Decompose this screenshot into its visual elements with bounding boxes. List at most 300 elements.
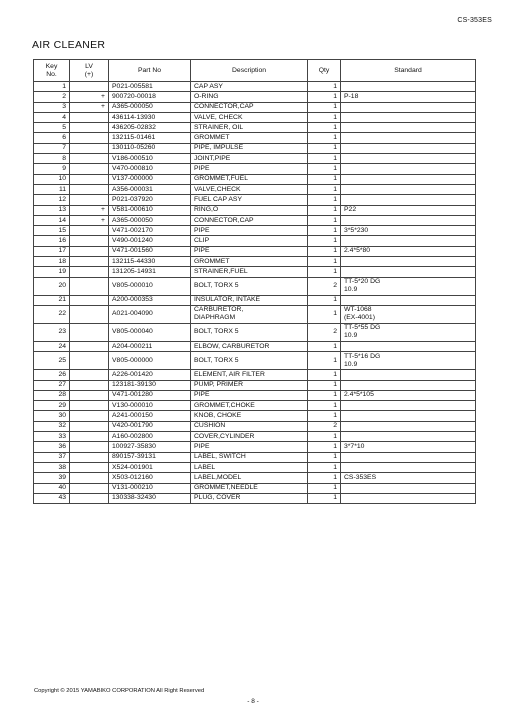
key-no-cell: 36 [34, 442, 70, 452]
key-no-cell: 3 [34, 102, 70, 112]
part-no-cell: 436205-02832 [109, 123, 191, 133]
table-row [34, 462, 476, 472]
part-no-cell: 900720-00018 [109, 92, 191, 102]
qty-cell: 1 [308, 380, 341, 390]
standard-cell [341, 174, 476, 184]
standard-cell [341, 143, 476, 153]
qty-cell: 1 [308, 295, 341, 305]
lv-cell [70, 236, 109, 246]
part-no-cell: A160-002800 [109, 432, 191, 442]
description-cell [191, 123, 308, 133]
standard-cell [341, 370, 476, 380]
qty-cell: 1 [308, 305, 341, 323]
table-row [34, 432, 476, 442]
key-no-cell: 13 [34, 205, 70, 215]
description-cell [191, 133, 308, 143]
table-header-row [34, 60, 476, 82]
table-row [34, 174, 476, 184]
description-cell [191, 257, 308, 267]
description-line: PIPE [194, 226, 210, 234]
part-no-cell: 132115-44330 [109, 257, 191, 267]
key-no-cell: 22 [34, 305, 70, 323]
part-no-cell: 100927-35830 [109, 442, 191, 452]
qty-cell: 1 [308, 452, 341, 462]
standard-cell [341, 483, 476, 493]
qty-cell: 1 [308, 442, 341, 452]
description-cell [191, 184, 308, 194]
col-header-qty: Qty [308, 60, 341, 82]
qty-cell: 2 [308, 277, 341, 295]
description-line: BOLT, TORX 5 [194, 328, 239, 336]
table-row [34, 257, 476, 267]
description-cell [191, 432, 308, 442]
description-line: GROMMET [194, 134, 230, 142]
table-row [34, 236, 476, 246]
qty-cell: 1 [308, 411, 341, 421]
qty-cell: 1 [308, 390, 341, 400]
part-no-cell: A365-000050 [109, 215, 191, 225]
description-cell [191, 483, 308, 493]
description-line: VALVE,CHECK [194, 185, 241, 193]
lv-cell [70, 133, 109, 143]
description-line: STRAINER, OIL [194, 123, 244, 131]
description-line: BOLT, TORX 5 [194, 356, 239, 364]
qty-cell: 1 [308, 143, 341, 153]
standard-cell [341, 277, 476, 295]
description-line: STRAINER,FUEL [194, 267, 248, 275]
standard-cell [341, 473, 476, 483]
standard-cell [341, 246, 476, 256]
description-cell [191, 174, 308, 184]
qty-cell: 1 [308, 483, 341, 493]
key-no-cell: 10 [34, 174, 70, 184]
part-no-cell: V420-001790 [109, 421, 191, 431]
qty-cell: 2 [308, 323, 341, 341]
key-no-cell: 15 [34, 226, 70, 236]
part-no-cell: V490-001240 [109, 236, 191, 246]
description-cell [191, 442, 308, 452]
standard-line: TT-5*20 DG [344, 278, 381, 286]
lv-cell [70, 421, 109, 431]
table-row [34, 380, 476, 390]
key-no-cell: 17 [34, 246, 70, 256]
lv-cell: + [70, 215, 109, 225]
description-cell [191, 493, 308, 503]
part-no-cell: V805-000000 [109, 352, 191, 370]
part-no-cell: V581-000610 [109, 205, 191, 215]
key-no-cell: 4 [34, 112, 70, 122]
description-cell [191, 143, 308, 153]
standard-cell [341, 267, 476, 277]
key-no-cell: 39 [34, 473, 70, 483]
table-row [34, 305, 476, 323]
table-row [34, 295, 476, 305]
part-no-cell: V137-000000 [109, 174, 191, 184]
key-no-cell: 1 [34, 82, 70, 92]
lv-cell: + [70, 205, 109, 215]
part-no-cell: A200-000353 [109, 295, 191, 305]
qty-cell: 1 [308, 92, 341, 102]
qty-cell: 1 [308, 401, 341, 411]
description-line: BOLT, TORX 5 [194, 282, 239, 290]
standard-cell [341, 257, 476, 267]
qty-cell: 1 [308, 215, 341, 225]
parts-table [33, 59, 476, 504]
key-no-cell: 5 [34, 123, 70, 133]
standard-cell [341, 295, 476, 305]
part-no-cell: P021-005581 [109, 82, 191, 92]
table-row [34, 323, 476, 341]
description-cell [191, 164, 308, 174]
table-row [34, 123, 476, 133]
table-row [34, 154, 476, 164]
table-row [34, 493, 476, 503]
description-cell [191, 102, 308, 112]
key-no-cell: 8 [34, 154, 70, 164]
part-no-cell: 436114-13930 [109, 112, 191, 122]
key-no-cell: 21 [34, 295, 70, 305]
qty-cell: 1 [308, 102, 341, 112]
lv-cell [70, 226, 109, 236]
description-line: RING,O [194, 206, 219, 214]
qty-cell: 1 [308, 184, 341, 194]
standard-line: WT-1068 [344, 306, 372, 314]
description-line: PIPE [194, 247, 210, 255]
standard-cell [341, 462, 476, 472]
key-no-cell: 27 [34, 380, 70, 390]
key-no-cell: 23 [34, 323, 70, 341]
key-no-cell: 32 [34, 421, 70, 431]
description-cell [191, 462, 308, 472]
table-row [34, 92, 476, 102]
description-cell [191, 323, 308, 341]
description-cell [191, 205, 308, 215]
col-header-part-no: Part No [109, 60, 191, 82]
part-no-cell: A204-000211 [109, 341, 191, 351]
col-header-key [34, 60, 70, 82]
standard-cell [341, 452, 476, 462]
part-no-cell: V471-001560 [109, 246, 191, 256]
description-cell [191, 473, 308, 483]
table-row [34, 133, 476, 143]
description-cell [191, 236, 308, 246]
table-row [34, 246, 476, 256]
description-line: PIPE [194, 391, 210, 399]
lv-cell [70, 473, 109, 483]
table-row [34, 277, 476, 295]
lv-cell [70, 401, 109, 411]
qty-cell: 1 [308, 133, 341, 143]
table-row [34, 370, 476, 380]
standard-line: TT-5*55 DG [344, 324, 381, 332]
description-line: GROMMET,NEEDLE [194, 484, 258, 492]
lv-cell [70, 82, 109, 92]
table-row [34, 411, 476, 421]
key-no-cell: 43 [34, 493, 70, 503]
part-no-cell: V471-002170 [109, 226, 191, 236]
description-cell [191, 82, 308, 92]
description-line: ELBOW, CARBURETOR [194, 342, 270, 350]
description-line: CONNECTOR,CAP [194, 216, 254, 224]
standard-line: CS-353ES [344, 473, 377, 481]
parts-table-body [34, 82, 476, 504]
table-row [34, 184, 476, 194]
part-no-cell: 132115-01461 [109, 133, 191, 143]
description-line: GROMMET,CHOKE [194, 401, 255, 409]
standard-cell [341, 112, 476, 122]
lv-cell [70, 123, 109, 133]
part-no-cell: X524-001901 [109, 462, 191, 472]
lv-cell [70, 305, 109, 323]
qty-cell: 1 [308, 236, 341, 246]
description-cell [191, 305, 308, 323]
key-no-cell: 24 [34, 341, 70, 351]
description-line: PIPE [194, 442, 210, 450]
description-cell [191, 370, 308, 380]
standard-line: (EX-4001) [344, 314, 375, 322]
lv-cell [70, 267, 109, 277]
standard-line: TT-5*16 DG [344, 352, 381, 360]
key-no-cell: 33 [34, 432, 70, 442]
table-row [34, 267, 476, 277]
standard-cell [341, 421, 476, 431]
table-row [34, 401, 476, 411]
key-no-cell: 26 [34, 370, 70, 380]
copyright-footer: Copyright © 2015 YAMABIKO CORPORATION All Right Reserved [34, 688, 205, 694]
part-no-cell: V470-000810 [109, 164, 191, 174]
standard-line: 3*7*10 [344, 442, 365, 450]
standard-cell [341, 226, 476, 236]
lv-cell [70, 295, 109, 305]
description-cell [191, 277, 308, 295]
lv-cell [70, 184, 109, 194]
standard-cell [341, 305, 476, 323]
description-line: LABEL, SWITCH [194, 453, 246, 461]
key-no-cell: 18 [34, 257, 70, 267]
standard-cell [341, 184, 476, 194]
description-line: ELEMENT, AIR FILTER [194, 370, 265, 378]
description-line: CLIP [194, 237, 210, 245]
lv-cell [70, 164, 109, 174]
lv-cell [70, 195, 109, 205]
description-line: LABEL,MODEL [194, 473, 242, 481]
description-cell [191, 401, 308, 411]
key-no-cell: 16 [34, 236, 70, 246]
part-no-cell: V130-000010 [109, 401, 191, 411]
description-line: GROMMET [194, 257, 230, 265]
key-no-cell: 38 [34, 462, 70, 472]
standard-line: 2.4*5*80 [344, 247, 371, 255]
table-row [34, 112, 476, 122]
standard-line: 10.9 [344, 360, 358, 368]
standard-cell [341, 390, 476, 400]
standard-cell [341, 380, 476, 390]
description-line: LABEL [194, 463, 216, 471]
standard-cell [341, 123, 476, 133]
lv-cell [70, 341, 109, 351]
description-line: PLUG, COVER [194, 494, 241, 502]
key-no-cell: 14 [34, 215, 70, 225]
page-number: - 8 - [247, 698, 259, 705]
qty-cell: 1 [308, 257, 341, 267]
qty-cell: 1 [308, 112, 341, 122]
part-no-cell: P021-037920 [109, 195, 191, 205]
qty-cell: 1 [308, 205, 341, 215]
qty-cell: 1 [308, 123, 341, 133]
description-line: PIPE [194, 165, 210, 173]
description-cell [191, 267, 308, 277]
lv-cell [70, 432, 109, 442]
qty-cell: 1 [308, 473, 341, 483]
part-no-cell: V805-000040 [109, 323, 191, 341]
description-line: INSULATOR, INTAKE [194, 296, 261, 304]
table-row [34, 205, 476, 215]
lv-cell [70, 462, 109, 472]
standard-cell [341, 432, 476, 442]
standard-cell [341, 493, 476, 503]
lv-cell [70, 452, 109, 462]
table-row [34, 473, 476, 483]
standard-cell [341, 236, 476, 246]
standard-cell [341, 195, 476, 205]
standard-cell [341, 442, 476, 452]
description-cell [191, 112, 308, 122]
section-title: AIR CLEANER [32, 39, 106, 51]
description-cell [191, 92, 308, 102]
qty-cell: 1 [308, 432, 341, 442]
description-cell [191, 411, 308, 421]
lv-cell [70, 246, 109, 256]
description-line: CUSHION [194, 422, 226, 430]
table-row [34, 195, 476, 205]
lv-cell [70, 143, 109, 153]
model-number: CS-353ES [457, 17, 492, 24]
table-row [34, 82, 476, 92]
description-line: FUEL CAP ASY [194, 195, 242, 203]
qty-cell: 1 [308, 341, 341, 351]
lv-cell [70, 370, 109, 380]
col-header-description: Description [191, 60, 308, 82]
lv-cell [70, 112, 109, 122]
qty-cell: 1 [308, 246, 341, 256]
lv-cell [70, 352, 109, 370]
description-cell [191, 215, 308, 225]
key-no-cell: 6 [34, 133, 70, 143]
lv-cell [70, 154, 109, 164]
table-row [34, 421, 476, 431]
key-no-cell: 9 [34, 164, 70, 174]
description-line: DIAPHRAGM [194, 314, 236, 322]
part-no-cell: 890157-39131 [109, 452, 191, 462]
description-line: PUMP, PRIMER [194, 381, 243, 389]
standard-cell [341, 215, 476, 225]
key-no-cell: 19 [34, 267, 70, 277]
description-cell [191, 295, 308, 305]
standard-cell [341, 401, 476, 411]
standard-cell [341, 352, 476, 370]
description-cell [191, 226, 308, 236]
qty-cell: 1 [308, 154, 341, 164]
lv-cell [70, 277, 109, 295]
part-no-cell: X503-012160 [109, 473, 191, 483]
qty-cell: 1 [308, 174, 341, 184]
description-cell [191, 421, 308, 431]
standard-cell [341, 82, 476, 92]
description-cell [191, 390, 308, 400]
part-no-cell: V471-001280 [109, 390, 191, 400]
part-no-cell: A021-004090 [109, 305, 191, 323]
key-no-cell: 7 [34, 143, 70, 153]
lv-cell [70, 442, 109, 452]
description-cell [191, 246, 308, 256]
table-row [34, 352, 476, 370]
qty-cell: 1 [308, 82, 341, 92]
qty-cell: 1 [308, 352, 341, 370]
key-no-cell: 12 [34, 195, 70, 205]
part-no-cell: V131-000210 [109, 483, 191, 493]
qty-cell: 1 [308, 370, 341, 380]
standard-line: P-18 [344, 92, 359, 100]
standard-cell [341, 133, 476, 143]
description-line: JOINT,PIPE [194, 154, 231, 162]
table-row [34, 143, 476, 153]
description-line: CARBURETOR, [194, 306, 244, 314]
lv-cell [70, 174, 109, 184]
part-no-cell: A226-001420 [109, 370, 191, 380]
description-line: COVER,CYLINDER [194, 432, 255, 440]
lv-cell: + [70, 102, 109, 112]
part-no-cell: 131205-14931 [109, 267, 191, 277]
key-no-cell: 25 [34, 352, 70, 370]
key-no-cell: 37 [34, 452, 70, 462]
standard-line: 2.4*5*105 [344, 391, 374, 399]
description-line: KNOB, CHOKE [194, 412, 242, 420]
col-header-lv-line1: LV [85, 62, 93, 70]
standard-line: 10.9 [344, 286, 358, 294]
table-row [34, 452, 476, 462]
standard-cell [341, 323, 476, 341]
table-row [34, 442, 476, 452]
table-row [34, 390, 476, 400]
standard-cell [341, 92, 476, 102]
part-no-cell: 130338-32430 [109, 493, 191, 503]
description-line: CAP ASY [194, 82, 223, 90]
description-cell [191, 154, 308, 164]
standard-cell [341, 205, 476, 215]
description-cell [191, 341, 308, 351]
part-no-cell: 130110-05260 [109, 143, 191, 153]
lv-cell [70, 483, 109, 493]
qty-cell: 1 [308, 226, 341, 236]
table-row [34, 102, 476, 112]
table-row [34, 226, 476, 236]
key-no-cell: 11 [34, 184, 70, 194]
col-header-lv [70, 60, 109, 82]
key-no-cell: 30 [34, 411, 70, 421]
description-cell [191, 195, 308, 205]
lv-cell [70, 257, 109, 267]
description-cell [191, 452, 308, 462]
description-line: PIPE, IMPULSE [194, 144, 244, 152]
description-cell [191, 352, 308, 370]
table-row [34, 483, 476, 493]
description-line: CONNECTOR,CAP [194, 103, 254, 111]
standard-cell [341, 164, 476, 174]
standard-line: 3*5*230 [344, 226, 369, 234]
qty-cell: 1 [308, 462, 341, 472]
col-header-lv-line2: (+) [84, 70, 94, 78]
standard-cell [341, 411, 476, 421]
